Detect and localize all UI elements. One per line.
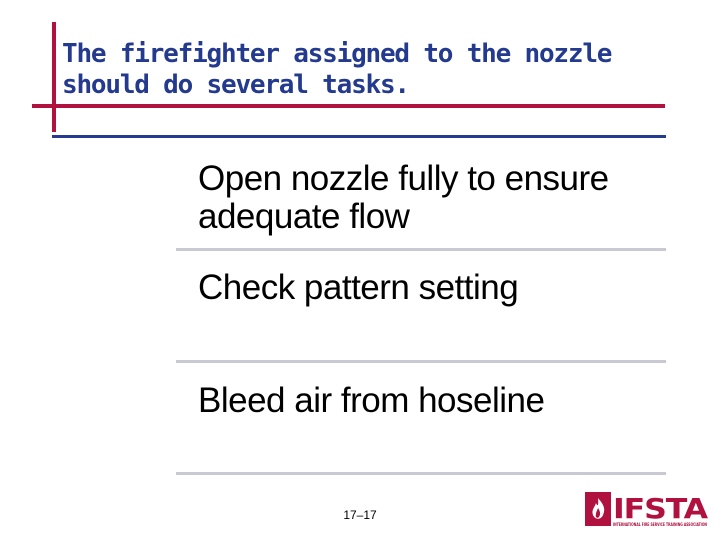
page-number: 17–17 <box>343 508 377 522</box>
title-accent-horizontal-line <box>32 104 665 108</box>
svg-text:INTERNATIONAL FIRE SERVICE TRA: INTERNATIONAL FIRE SERVICE TRAINING ASSOCIATION <box>613 522 708 527</box>
bullet-text-line: Open nozzle fully to ensure <box>198 159 609 198</box>
bullet-text-line: Check pattern setting <box>198 268 519 307</box>
bullet-text-line: adequate flow <box>198 197 410 236</box>
bullet-divider <box>176 472 666 475</box>
bullet-item <box>198 382 678 420</box>
ifsta-logo <box>583 490 711 528</box>
bullet-text-line: Bleed air from hoseline <box>198 381 545 420</box>
svg-text:IFSTA: IFSTA <box>613 492 709 525</box>
flame-icon <box>585 492 611 526</box>
slide-title <box>62 39 662 101</box>
bullet-item <box>198 160 678 236</box>
bullet-divider <box>176 360 666 363</box>
bullet-item <box>198 269 678 307</box>
slide-title-line: should do several tasks. <box>62 70 409 100</box>
bullet-divider <box>176 248 666 251</box>
title-accent-vertical-line <box>52 22 56 132</box>
title-underline <box>52 135 666 138</box>
slide-title-line: The firefighter assigned to the nozzle <box>62 39 612 69</box>
